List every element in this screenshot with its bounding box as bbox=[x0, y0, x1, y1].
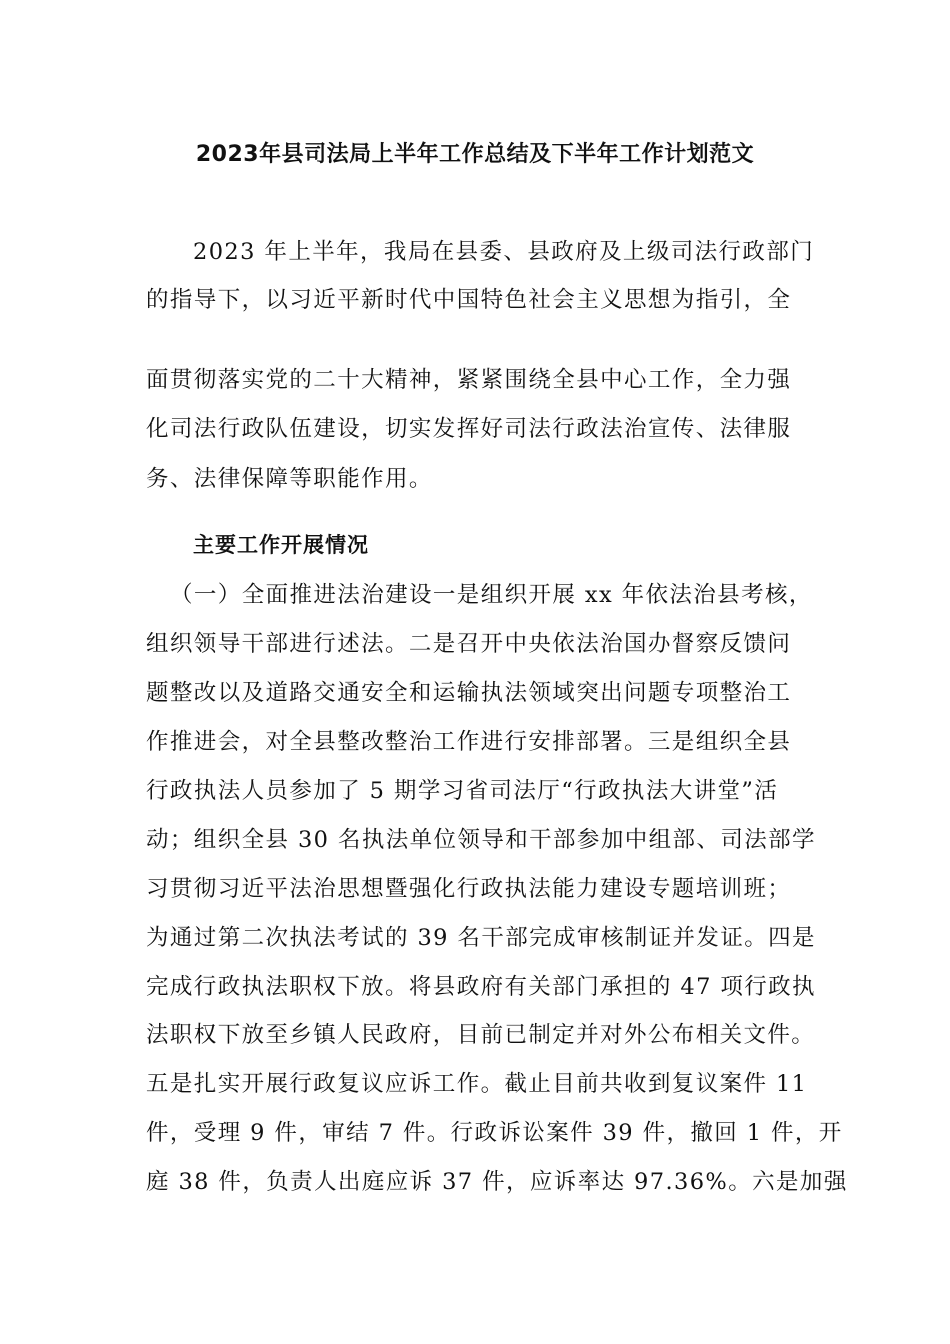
body-line: 件，受理 9 件，审结 7 件。行政诉讼案件 39 件，撤回 1 件，开 bbox=[146, 1120, 843, 1146]
body-line: 行政执法人员参加了 5 期学习省司法厅“行政执法大讲堂”活 bbox=[146, 778, 779, 804]
body-line: 为通过第二次执法考试的 39 名干部完成审核制证并发证。四是 bbox=[146, 925, 816, 951]
body-line: 动；组织全县 30 名执法单位领导和干部参加中组部、司法部学 bbox=[146, 827, 816, 853]
body-line: 法职权下放至乡镇人民政府，目前已制定并对外公布相关文件。 bbox=[146, 1022, 816, 1048]
section-heading: 主要工作开展情况 bbox=[193, 533, 369, 557]
body-line: （一）全面推进法治建设一是组织开展 xx 年依法治县考核， bbox=[170, 582, 813, 608]
document-title: 2023年县司法局上半年工作总结及下半年工作计划范文 bbox=[195, 142, 755, 167]
body-line: 完成行政执法职权下放。将县政府有关部门承担的 47 项行政执 bbox=[146, 974, 816, 1000]
body-line: 五是扎实开展行政复议应诉工作。截止目前共收到复议案件 11 bbox=[146, 1071, 808, 1097]
intro-line: 化司法行政队伍建设，切实发挥好司法行政法治宣传、法律服 bbox=[146, 416, 792, 442]
body-line: 组织领导干部进行述法。二是召开中央依法治国办督察反馈问 bbox=[146, 631, 792, 657]
body-line: 作推进会，对全县整改整治工作进行安排部署。三是组织全县 bbox=[146, 729, 792, 755]
body-line: 题整改以及道路交通安全和运输执法领域突出问题专项整治工 bbox=[146, 680, 792, 706]
intro-line: 2023 年上半年，我局在县委、县政府及上级司法行政部门 bbox=[193, 239, 815, 265]
body-line: 习贯彻习近平法治思想暨强化行政执法能力建设专题培训班； bbox=[146, 876, 792, 902]
intro-line: 务、法律保障等职能作用。 bbox=[146, 466, 433, 492]
intro-line: 的指导下，以习近平新时代中国特色社会主义思想为指引，全 bbox=[146, 287, 792, 313]
body-line: 庭 38 件，负责人出庭应诉 37 件，应诉率达 97.36%。六是加强 bbox=[146, 1169, 848, 1195]
intro-line: 面贯彻落实党的二十大精神，紧紧围绕全县中心工作，全力强 bbox=[146, 367, 792, 393]
